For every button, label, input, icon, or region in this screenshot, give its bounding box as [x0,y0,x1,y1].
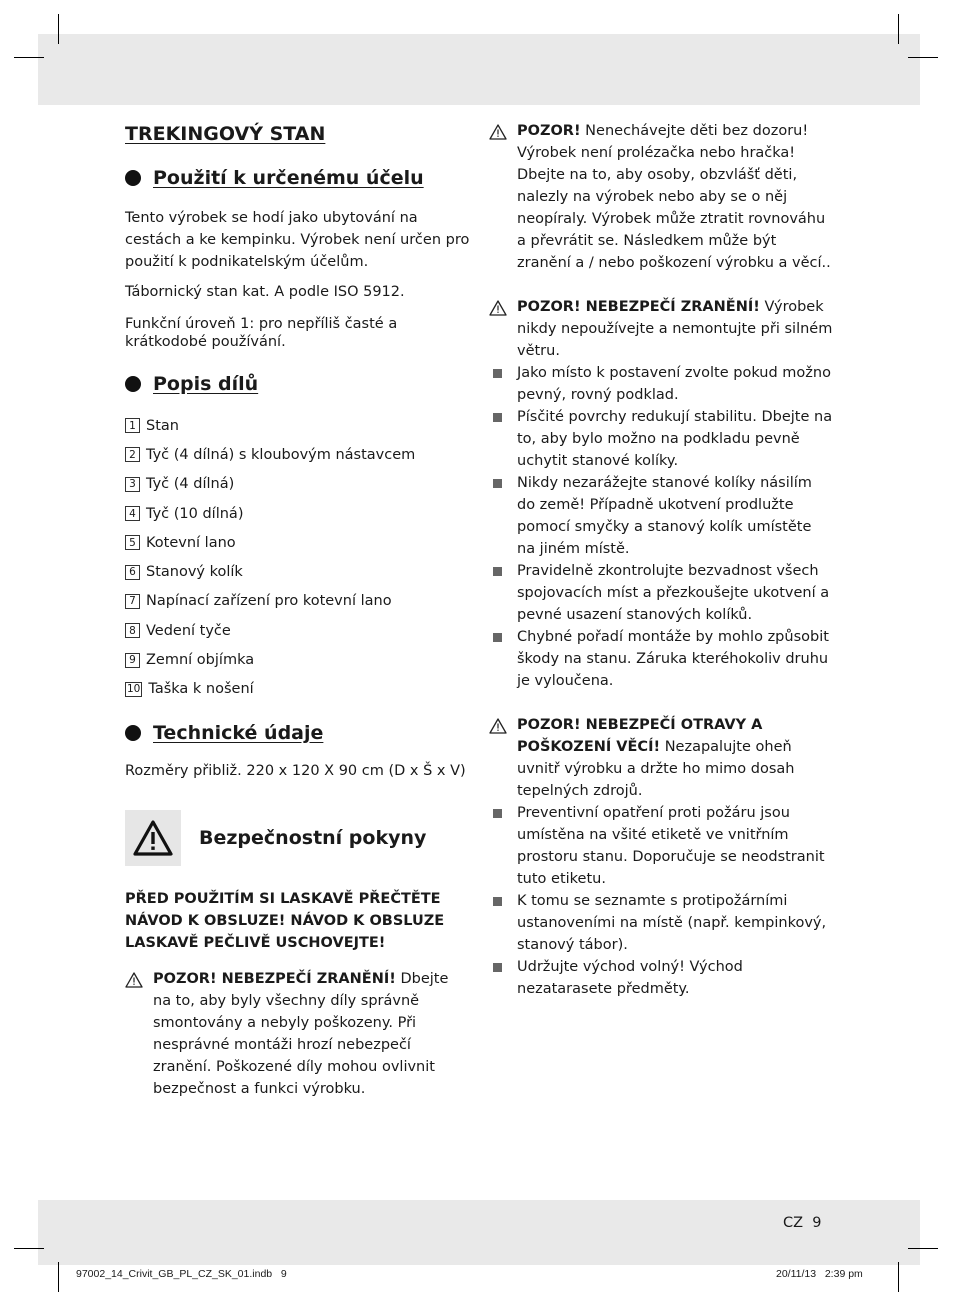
square-bullet-icon [489,406,517,472]
warning-wind: POZOR! NEBEZPEČÍ ZRANĚNÍ! Výrobek nikdy nepoužívejte a nemontujte při silném větru. [489,296,834,362]
read-manual-notice: PŘED POUŽITÍM SI LASKAVĚ PŘEČTĚTE NÁVOD K OBSLUZE! NÁVOD K OBSLUZE LASKAVĚ PEČLIVĚ USCHOVEJTE! [125,890,445,951]
bullet-dot-icon [125,170,141,186]
crop-mark [908,57,938,58]
list-item: 3 Tyč (4 dílná) [125,470,470,499]
list-item: 4 Tyč (10 dílná) [125,499,470,528]
crop-mark [58,1262,59,1292]
warning-triangle-icon [125,810,181,866]
intended-use-paragraph: Tento výrobek se hodí jako ubytování na cestách a ke kempinku. Výrobek není určen pro použití k podnikatelským účelům. [125,210,470,270]
square-bullet-icon [489,890,517,956]
section-heading-parts: Popis dílů [125,373,470,395]
crop-mark [898,14,899,44]
list-item: Udržujte východ volný! Východ nezatarasete předměty. [489,956,834,1000]
list-item: 2 Tyč (4 dílná) s kloubovým nástavcem [125,440,470,469]
list-item: 8 Vedení tyče [125,616,470,645]
warning-icon [489,714,517,802]
list-item: 5 Kotevní lano [125,528,470,557]
list-item: 1 Stan [125,411,470,440]
square-bullet-icon [489,956,517,1000]
list-item: Chybné pořadí montáže by mohlo způsobit škody na stanu. Záruka kteréhokoliv druhu je vyloučena. [489,626,834,692]
left-column [125,120,470,1100]
bullet-dot-icon [125,725,141,741]
list-item: Nikdy nezarážejte stanové kolíky násilím do země! Případně ukotvení prodlužte pomocí smyčky a stanový kolík umístěte na jiném místě. [489,472,834,560]
list-item: Písčité povrchy redukují stabilitu. Dbejte na to, aby bylo možno na podkladu pevně uchytit stanové kolíky. [489,406,834,472]
warning-icon [489,120,517,274]
footer-filename: 97002_14_Crivit_GB_PL_CZ_SK_01.indb 9 [76,1268,287,1280]
list-item: Pravidelně zkontrolujte bezvadnost všech spojovacích míst a přezkoušejte ukotvení a pevné usazení stanových kolíků. [489,560,834,626]
warning-icon [125,968,153,1100]
safety-title: Bezpečnostní pokyny [199,826,427,849]
list-item: K tomu se seznamte s protipožárními ustanoveními na místě (např. kempinkový, stanový tábor). [489,890,834,956]
crop-mark [14,1248,44,1249]
page-title: TREKINGOVÝ STAN [125,123,326,145]
warning-assembly: POZOR! NEBEZPEČÍ ZRANĚNÍ! Dbejte na to, aby byly všechny díly správně smontovány a nebyly poškozeny. Při nesprávné montáži hrozí nebezpečí zranění. Poškozené díly mohou ovlivnit bezpečnost a funkci výrobku. [125,968,470,1100]
safety-heading-block [125,810,470,866]
setup-bullet-list [489,362,834,692]
list-item: 9 Zemní objímka [125,645,470,674]
crop-mark [58,14,59,44]
footer-timestamp: 20/11/13 2:39 pm [776,1268,863,1280]
parts-list [125,411,470,704]
function-level-paragraph: Funkční úroveň 1: pro nepříliš časté a krátkodobé používání. [125,316,398,350]
list-item: Preventivní opatření proti požáru jsou umístěna na všité etiketě ve vnitřním prostoru stanu. Doporučuje se neodstranit tuto etiketu. [489,802,834,890]
crop-mark [14,57,44,58]
square-bullet-icon [489,472,517,560]
square-bullet-icon [489,362,517,406]
warning-poison: POZOR! NEBEZPEČÍ OTRAVY A POŠKOZENÍ VĚCÍ! Nezapalujte oheň uvnitř výrobku a držte ho mimo dosah tepelných zdrojů. [489,714,834,802]
square-bullet-icon [489,560,517,626]
section-heading-technical: Technické údaje [125,722,470,744]
list-item: 6 Stanový kolík [125,557,470,586]
footer-band [38,1200,920,1265]
list-item: Jako místo k postavení zvolte pokud možno pevný, rovný podklad. [489,362,834,406]
crop-mark [908,1248,938,1249]
norm-paragraph: Tábornický stan kat. A podle ISO 5912. [125,284,405,300]
square-bullet-icon [489,626,517,692]
page-number: CZ 9 [783,1215,822,1231]
fire-bullet-list [489,802,834,1000]
right-column [489,120,834,1000]
warning-children: POZOR! Nenechávejte děti bez dozoru! Výrobek není prolézačka nebo hračka! Dbejte na to, aby osoby, obzvlášť děti, nalezly na výrobek nebo aby se o něj neopíraly. Výrobek může ztratit rovnováhu a převrátit se. Následkem může být zranění a / nebo poškození výrobku a věcí.. [489,120,834,274]
square-bullet-icon [489,802,517,890]
warning-icon [489,296,517,362]
list-item: 10 Taška k nošení [127,681,254,698]
header-band [38,34,920,105]
crop-mark [898,1262,899,1292]
bullet-dot-icon [125,376,141,392]
section-heading-intended-use: Použití k určenému účelu [125,167,470,189]
list-item: 7 Napínací zařízení pro kotevní lano [125,587,470,616]
dimensions-text: Rozměry přibliž. 220 x 120 X 90 cm (D x Š x V) [125,762,466,779]
